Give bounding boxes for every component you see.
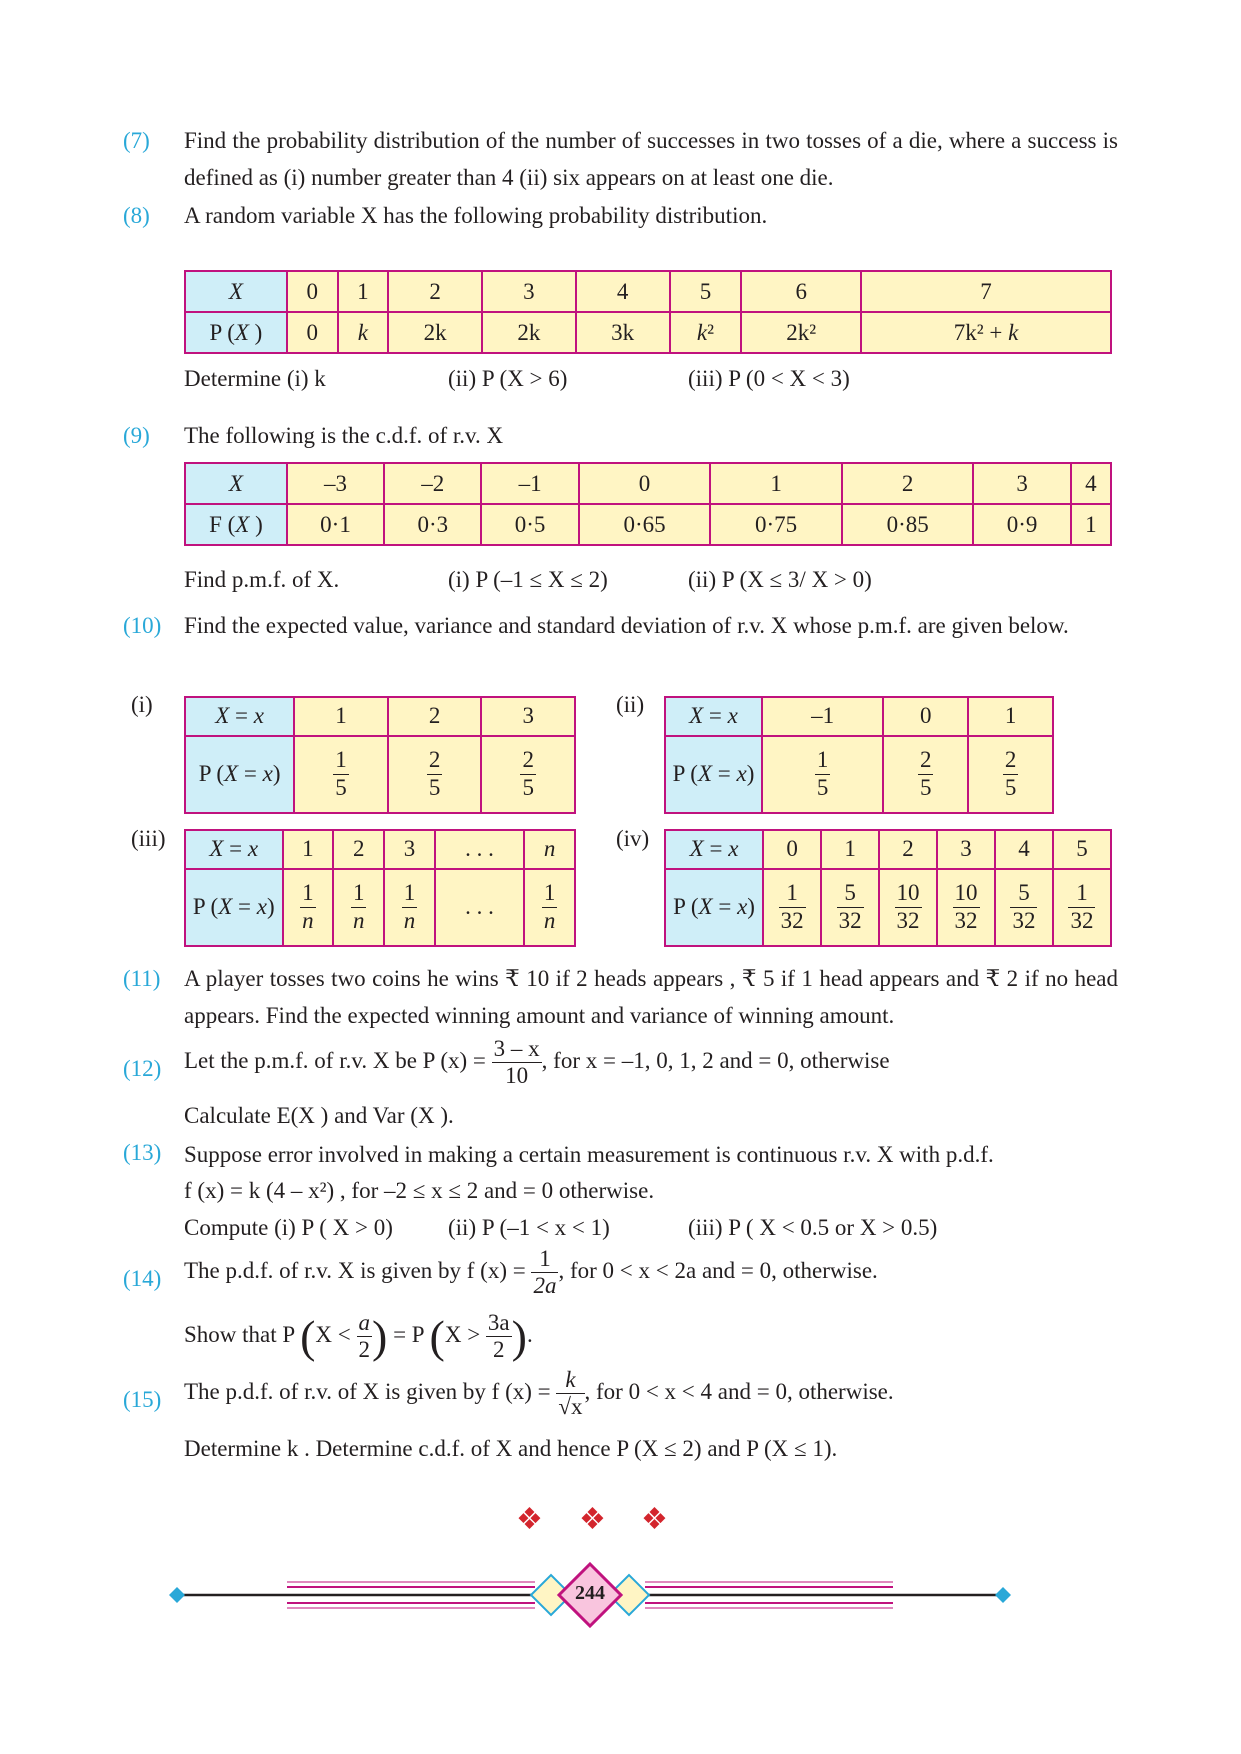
table-row <box>185 504 1111 545</box>
numerator: 2 <box>918 747 934 774</box>
fraction <box>918 747 934 801</box>
question-15-formula <box>184 1367 894 1421</box>
q15-post: , for 0 < x < 4 and = 0, otherwise. <box>584 1379 894 1405</box>
fraction <box>333 747 349 801</box>
value-cell: 1 <box>710 463 842 504</box>
value-cell: 1 <box>821 830 879 869</box>
fraction <box>402 880 418 934</box>
q13-line2: f (x) = k (4 – x²) , for –2 ≤ x ≤ 2 and = 0 otherwise. <box>184 1178 655 1203</box>
value-cell: 2 <box>388 697 482 736</box>
q9-part-ii: (ii) P (X ≤ 3/ X > 0) <box>688 567 872 592</box>
ornament-icon: ❖ <box>579 1503 606 1536</box>
value-cell: 5 <box>670 271 742 312</box>
question-12-formula <box>184 1036 890 1090</box>
header-cell: P (X = x) <box>185 869 283 946</box>
value-cell: 4 <box>576 271 670 312</box>
q12-pre: Let the p.m.f. of r.v. X be P (x) = <box>184 1048 486 1074</box>
value-cell <box>388 736 482 813</box>
denominator: 5 <box>522 774 534 800</box>
question-number: (9) <box>123 423 150 448</box>
value-cell: 3 <box>937 830 995 869</box>
denominator: 5 <box>919 774 932 800</box>
numerator: 5 <box>837 880 864 907</box>
value-cell: 0·65 <box>579 504 711 545</box>
q14-rhs-fraction <box>486 1310 512 1364</box>
question-10 <box>123 607 1118 644</box>
q9-part-i: (i) P (–1 ≤ X ≤ 2) <box>448 567 608 592</box>
numerator: 5 <box>1010 880 1037 907</box>
header-cell: P (X = x) <box>665 736 762 813</box>
value-cell: 0 <box>763 830 821 869</box>
q8-determine-ii: (ii) P (X > 6) <box>448 366 568 391</box>
page-number: 244 <box>575 1582 605 1604</box>
question-text: A random variable X has the following probability distribution. <box>184 203 768 228</box>
q15-fraction <box>556 1367 584 1421</box>
numerator: 2 <box>520 747 536 774</box>
fraction <box>427 747 443 801</box>
q14-rhs: X > <box>444 1322 481 1348</box>
value-cell: 1 <box>1071 504 1111 545</box>
denominator: 5 <box>428 774 441 800</box>
fraction <box>895 880 922 934</box>
denominator: n <box>543 907 556 933</box>
header-cell: X = x <box>665 830 763 869</box>
value-cell: 6 <box>741 271 861 312</box>
numerator: k <box>556 1367 584 1394</box>
value-cell: 4 <box>1071 463 1111 504</box>
q14-lhs: X < <box>315 1322 351 1348</box>
value-cell <box>879 869 937 946</box>
header-cell: X = x <box>665 697 762 736</box>
ornament-icon: ❖ <box>641 1503 668 1536</box>
denominator: 32 <box>780 907 804 933</box>
value-cell: –3 <box>287 463 384 504</box>
question-text: Find the probability distribution of the number of successes in two tosses of a die, where a success is defined as (i) number greater than 4 (ii) six appears on at least one die. <box>184 128 1118 190</box>
value-cell: 3k <box>576 312 670 353</box>
value-cell: 1 <box>968 697 1053 736</box>
q14-fraction <box>531 1246 558 1300</box>
value-cell: . . . <box>435 830 524 869</box>
header-cell: P (X ) <box>185 312 287 353</box>
value-cell: 3 <box>384 830 435 869</box>
table-row <box>185 736 575 813</box>
value-cell <box>283 869 334 946</box>
denominator: 32 <box>1070 907 1094 933</box>
value-cell: k <box>338 312 389 353</box>
value-cell <box>294 736 388 813</box>
value-cell: 0 <box>883 697 968 736</box>
value-cell: –2 <box>384 463 481 504</box>
denominator: n <box>352 907 365 933</box>
question-7 <box>123 122 1118 196</box>
denominator: 10 <box>505 1063 529 1089</box>
numerator: 1 <box>815 747 831 774</box>
header-cell: X = x <box>185 697 294 736</box>
value-cell: 0 <box>287 312 338 353</box>
question-number: (10) <box>123 613 162 638</box>
q13-compute-i: Compute (i) P ( X > 0) <box>184 1215 393 1240</box>
q14-show-that: Show that P (X < $\frac{a}{2}$ ) = P (X > $\frac{3a}{2}$ ). <box>184 1310 533 1363</box>
value-cell <box>763 869 821 946</box>
fraction <box>1003 747 1019 801</box>
numerator: 10 <box>953 880 980 907</box>
numerator: a <box>357 1310 373 1337</box>
value-cell <box>995 869 1053 946</box>
numerator: 2 <box>1003 747 1019 774</box>
ornament-icon: ❖ <box>516 1503 543 1536</box>
value-cell: 2 <box>879 830 937 869</box>
value-cell: 1 <box>283 830 334 869</box>
header-cell: P (X = x) <box>185 736 294 813</box>
q12-post: , for x = –1, 0, 1, 2 and = 0, otherwise <box>541 1048 890 1074</box>
value-cell: 2k² <box>741 312 861 353</box>
question-number-13: (13) <box>123 1140 162 1165</box>
value-cell: 0·5 <box>481 504 578 545</box>
table-row <box>185 463 1111 504</box>
table-row <box>185 869 575 946</box>
header-cell: X <box>185 271 287 312</box>
pmf-table-iii <box>184 829 576 947</box>
q10-label-iii: (iii) <box>131 826 166 851</box>
header-cell: X = x <box>185 830 283 869</box>
value-cell: 2 <box>388 271 482 312</box>
question-number-15: (15) <box>123 1387 162 1412</box>
value-cell: 2 <box>842 463 974 504</box>
denominator: 5 <box>816 774 829 800</box>
table-row <box>185 830 575 869</box>
fraction <box>1068 880 1095 934</box>
value-cell <box>524 869 575 946</box>
value-cell <box>937 869 995 946</box>
numerator: 1 <box>531 1246 558 1273</box>
question-text: A player tosses two coins he wins ₹ 10 if 2 heads appears , ₹ 5 if 1 head appears and ₹ 2 if no head appears. Find the expected winning amount and variance of winning amount. <box>184 966 1118 1028</box>
value-cell: 4 <box>995 830 1053 869</box>
denominator: 5 <box>335 774 347 800</box>
value-cell: 7k² + k <box>861 312 1111 353</box>
value-cell: 0·75 <box>710 504 842 545</box>
pmf-table-i <box>184 696 576 814</box>
value-cell <box>333 869 384 946</box>
numerator: 1 <box>351 880 367 907</box>
question-number-12: (12) <box>123 1056 162 1081</box>
question-text: Find the expected value, variance and standard deviation of r.v. X whose p.m.f. are given below. <box>184 613 1069 638</box>
fraction <box>1010 880 1037 934</box>
fraction <box>351 880 367 934</box>
question-8 <box>123 197 1118 234</box>
fraction <box>815 747 831 801</box>
value-cell: 3 <box>482 271 576 312</box>
q9-find: Find p.m.f. of X. <box>184 567 340 592</box>
q10-label-iv: (iv) <box>616 826 650 851</box>
value-cell <box>1053 869 1111 946</box>
q13-compute-ii: (ii) P (–1 < x < 1) <box>448 1215 610 1240</box>
fraction <box>953 880 980 934</box>
value-cell <box>883 736 968 813</box>
denominator: √x <box>558 1394 583 1420</box>
q14-post: , for 0 < x < 2a and = 0, otherwise. <box>558 1258 878 1284</box>
q8-determine-i: Determine (i) k <box>184 366 326 391</box>
denominator: 5 <box>1004 774 1017 800</box>
value-cell: 0·9 <box>973 504 1070 545</box>
denominator: n <box>403 907 416 933</box>
q13-line1: Suppose error involved in making a certain measurement is continuous r.v. X with p.d.f. <box>184 1142 994 1167</box>
numerator: 1 <box>402 880 418 907</box>
q15-line2: Determine k . Determine c.d.f. of X and hence P (X ≤ 2) and P (X ≤ 1). <box>184 1436 838 1461</box>
value-cell: 0·85 <box>842 504 974 545</box>
numerator: 10 <box>895 880 922 907</box>
value-cell <box>821 869 879 946</box>
denominator: 32 <box>954 907 978 933</box>
value-cell: 0 <box>287 271 338 312</box>
q15-pre: The p.d.f. of r.v. of X is given by f (x) = <box>184 1379 551 1405</box>
denominator: 2 <box>493 1337 505 1363</box>
pmf-table-iv <box>664 829 1112 947</box>
value-cell: 0 <box>579 463 711 504</box>
value-cell: 1 <box>338 271 389 312</box>
header-cell: F (X ) <box>185 504 287 545</box>
denominator: 2 <box>358 1337 370 1363</box>
value-cell: k² <box>670 312 742 353</box>
value-cell: 3 <box>973 463 1070 504</box>
value-cell: 0·1 <box>287 504 384 545</box>
value-cell <box>968 736 1053 813</box>
denominator: 32 <box>896 907 920 933</box>
denominator: 32 <box>1012 907 1036 933</box>
value-cell <box>384 869 435 946</box>
table-row <box>665 869 1111 946</box>
value-cell: 3 <box>481 697 575 736</box>
value-cell: 7 <box>861 271 1111 312</box>
question-number-14: (14) <box>123 1266 162 1291</box>
value-cell: 5 <box>1053 830 1111 869</box>
table-row <box>185 271 1111 312</box>
value-cell: 2k <box>388 312 482 353</box>
q14-end: . <box>526 1322 533 1348</box>
q14-pre: The p.d.f. of r.v. X is given by f (x) = <box>184 1258 526 1284</box>
table-row <box>185 697 575 736</box>
q10-label-i: (i) <box>131 692 153 717</box>
value-cell: . . . <box>435 869 524 946</box>
cdf-table-q9 <box>184 462 1112 546</box>
q12-fraction <box>492 1036 542 1090</box>
header-cell: X <box>185 463 287 504</box>
value-cell: 2k <box>482 312 576 353</box>
numerator: 1 <box>1068 880 1095 907</box>
q8-determine-iii: (iii) P (0 < X < 3) <box>688 366 850 391</box>
table-row <box>665 697 1053 736</box>
value-cell: –1 <box>481 463 578 504</box>
fraction <box>542 880 558 934</box>
question-number: (8) <box>123 203 150 228</box>
question-14-formula <box>184 1246 878 1300</box>
q14-lhs-fraction <box>357 1310 373 1364</box>
question-text: The following is the c.d.f. of r.v. X <box>184 423 504 448</box>
denominator: n <box>302 907 314 933</box>
numerator: 2 <box>427 747 443 774</box>
fraction <box>300 880 316 934</box>
value-cell: 2 <box>333 830 384 869</box>
distribution-table-q8 <box>184 270 1112 354</box>
value-cell <box>762 736 883 813</box>
q14-show: Show that P <box>184 1322 295 1348</box>
value-cell: 0·3 <box>384 504 481 545</box>
value-cell: 1 <box>294 697 388 736</box>
fraction <box>520 747 536 801</box>
numerator: 1 <box>300 880 316 907</box>
value-cell: –1 <box>762 697 883 736</box>
table-row <box>185 312 1111 353</box>
numerator: 1 <box>542 880 558 907</box>
q12-line2: Calculate E(X ) and Var (X ). <box>184 1103 454 1128</box>
question-number: (11) <box>123 966 161 991</box>
q14-eq: = P <box>393 1322 424 1348</box>
question-9 <box>123 417 1118 454</box>
q13-compute-iii: (iii) P ( X < 0.5 or X > 0.5) <box>688 1215 938 1240</box>
q10-label-ii: (ii) <box>616 692 645 717</box>
numerator: 1 <box>333 747 349 774</box>
numerator: 3 – x <box>492 1036 542 1063</box>
numerator: 3a <box>486 1310 512 1337</box>
denominator: 2a <box>533 1273 557 1299</box>
pmf-table-ii <box>664 696 1054 814</box>
table-row <box>665 830 1111 869</box>
value-cell <box>481 736 575 813</box>
denominator: 32 <box>838 907 862 933</box>
question-number: (7) <box>123 128 150 153</box>
fraction <box>837 880 864 934</box>
table-row <box>665 736 1053 813</box>
fraction <box>779 880 806 934</box>
numerator: 1 <box>779 880 806 907</box>
header-cell: P (X = x) <box>665 869 763 946</box>
value-cell: n <box>524 830 575 869</box>
question-11 <box>123 960 1118 1034</box>
